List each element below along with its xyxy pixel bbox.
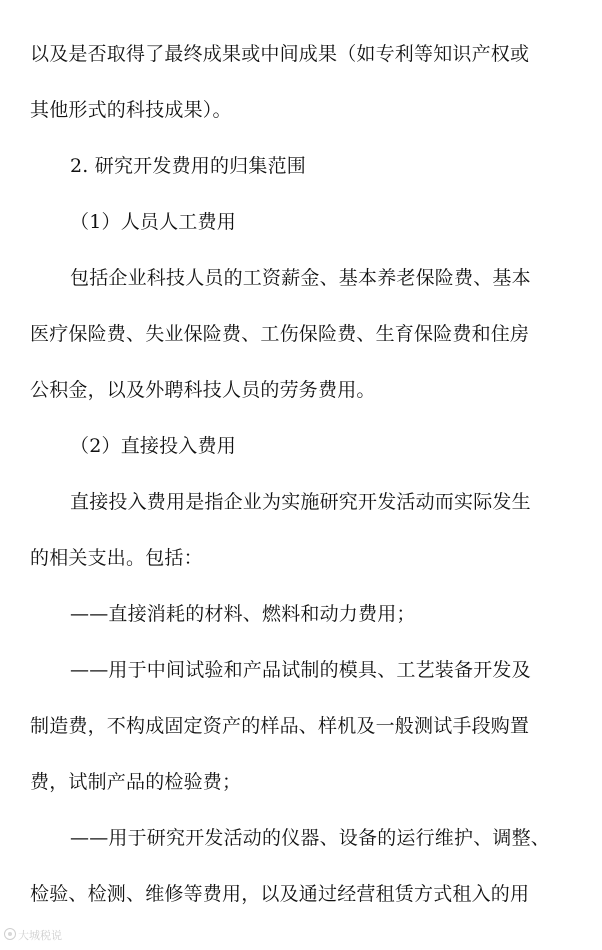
paragraph-line: 直接投入费用是指企业为实施研究开发活动而实际发生 bbox=[70, 491, 531, 513]
subsection-heading: （1）人员人工费用 bbox=[70, 211, 236, 233]
paragraph-line: 包括企业科技人员的工资薪金、基本养老保险费、基本 bbox=[70, 267, 531, 289]
watermark-logo-icon bbox=[4, 928, 16, 940]
paragraph-line: 检验、检测、维修等费用，以及通过经营租赁方式租入的用 bbox=[30, 883, 530, 905]
paragraph-line: 制造费，不构成固定资产的样品、样机及一般测试手段购置 bbox=[30, 715, 530, 737]
list-item-line: ——直接消耗的材料、燃料和动力费用； bbox=[70, 603, 416, 625]
paragraph-line: 公积金，以及外聘科技人员的劳务费用。 bbox=[30, 379, 376, 401]
paragraph-line: 的相关支出。包括： bbox=[30, 547, 203, 569]
paragraph-line: 医疗保险费、失业保险费、工伤保险费、生育保险费和住房 bbox=[30, 323, 530, 345]
paragraph-line: 以及是否取得了最终成果或中间成果（如专利等知识产权或 bbox=[30, 43, 530, 65]
list-item-line: ——用于研究开发活动的仪器、设备的运行维护、调整、 bbox=[70, 827, 551, 849]
watermark-text: 大城税说 bbox=[18, 929, 62, 942]
paragraph-line: 其他形式的科技成果）。 bbox=[30, 99, 232, 121]
watermark bbox=[4, 928, 62, 943]
paragraph-line: 费，试制产品的检验费； bbox=[30, 771, 242, 793]
subsection-heading: （2）直接投入费用 bbox=[70, 435, 236, 457]
list-item-line: ——用于中间试验和产品试制的模具、工艺装备开发及 bbox=[70, 659, 531, 681]
section-heading: 2. 研究开发费用的归集范围 bbox=[70, 155, 306, 177]
